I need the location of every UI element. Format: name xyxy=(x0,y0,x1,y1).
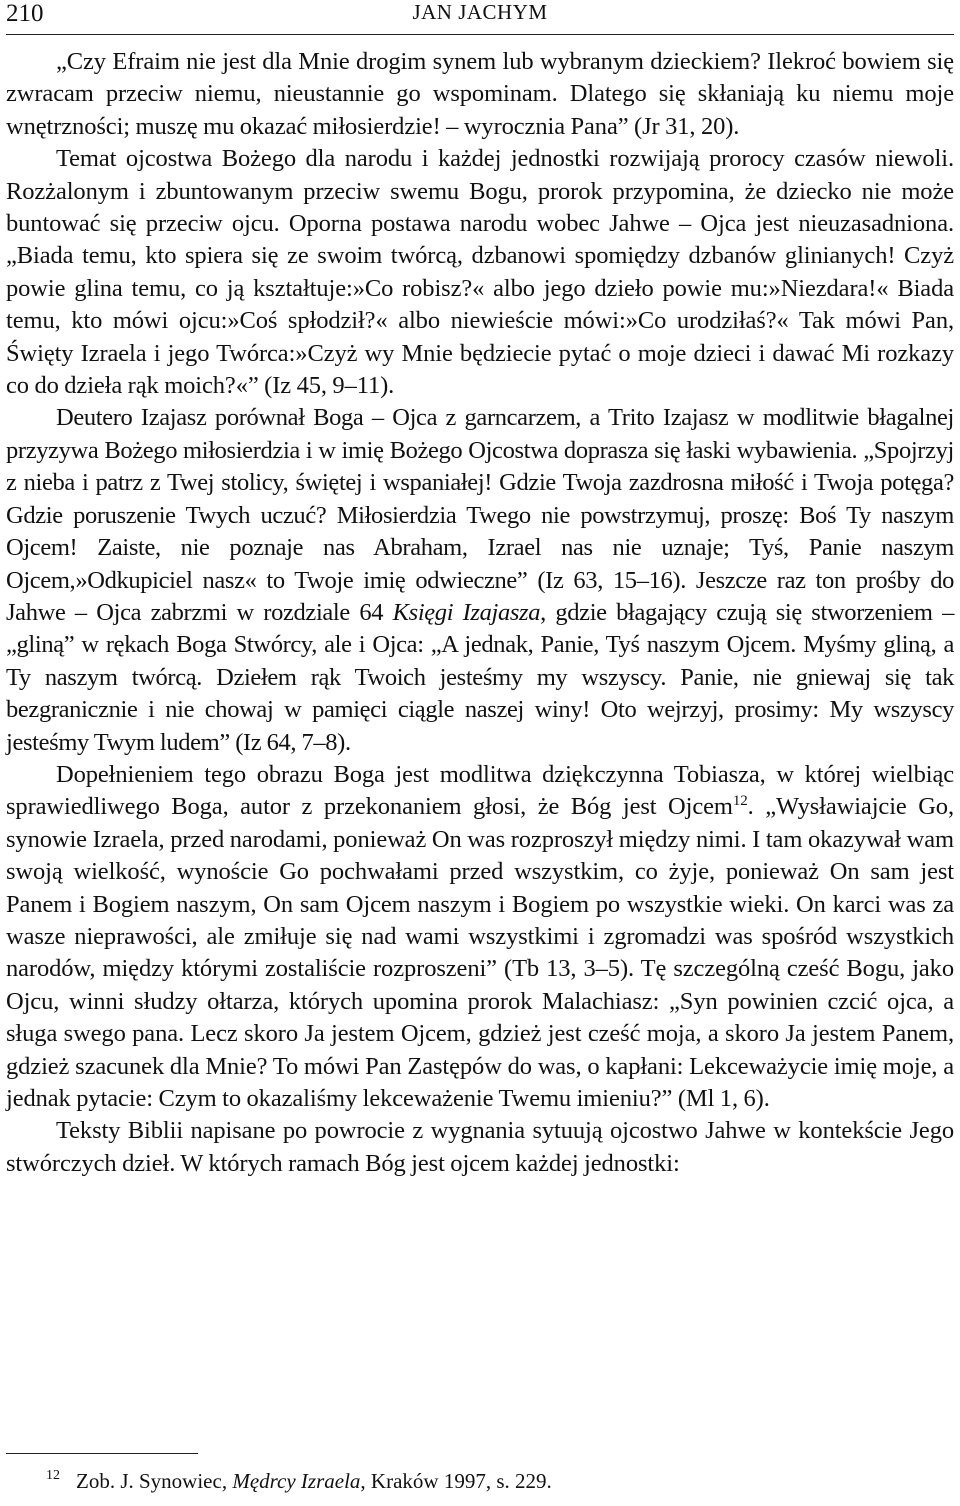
page-header xyxy=(6,0,954,35)
paragraph-prophets-exile: Temat ojcostwa Bożego dla narodu i każdej jednostki rozwijają prorocy czasów niewoli. Rozżalonym i zbuntowanym przeciw swemu Bogu, prorok przypomina, że dziecko nie może buntować się przeciw ojcu. Oporna postawa narodu wobec Jahwe – Ojca jest nieuzasadniona. „Biada temu, kto spiera się ze swoim twórcą, dzbanowi spomiędzy dzbanów glinianych! Czyż powie glina temu, co ją kształtuje:»Co robisz?« albo jego dzieło powie mu:»Niezdara!« Biada temu, kto mówi ojcu:»Coś spłodził?« albo niewieście mówi:»Co urodziłaś?« Tak mówi Pan, Święty Izraela i jego Twórca:»Czyż wy Mnie będziecie pytać o moje dzieci i dawać Mi rozkazy co do dzieła rąk moich?«” (Iz 45, 9–11). xyxy=(6,145,954,400)
paragraph-tobit xyxy=(6,759,954,1115)
paragraph-bible-texts: Teksty Biblii napisane po powrocie z wygnania sytuują ojcostwo Jahwe w kontekście Jego stwórczych dzieł. W których ramach Bóg jest ojcem każdej jednostki: xyxy=(6,1117,954,1177)
footnote-book-title: Mędrcy Izraela xyxy=(232,1469,361,1493)
footnote-reference[interactable]: 12 xyxy=(732,793,748,810)
footnote-text: Zob. J. Synowiec, xyxy=(76,1469,233,1493)
footnote-number: 12 xyxy=(46,1468,60,1483)
paragraph-tobit-continuation: . „Wysławiajcie Go, synowie Izraela, przed narodami, ponieważ On was rozproszył między nimi. I tam okazywał wam swoją wielkość, wynoście Go pochwałami przed wszystkim, co żyje, ponieważ On sam jest Panem i Bogiem naszym, On sam Ojcem naszym i Bogiem po wszystkie wieki. On karci was za wasze nieprawości, ale zmiłuje się nad wami wszystkimi i zgromadzi was spośród wszystkich narodów, między którymi zostaliście rozproszeni” (Tb 13, 3–5). Tę szczególną cześć Bogu, jako Ojcu, winni słudzy ołtarza, których upomina prorok Malachiasz: „Syn powinien czcić ojca, a sługa swego pana. Lecz skoro Ja jestem Ojcem, gdzież jest cześć moja, a skoro Ja jestem Panem, gdzież szacunek dla Mnie? To mówi Pan Zastępów do was, o kapłani: Lekceważycie imię moje, a jednak pytacie: Czym to okazaliśmy lekceważenie Twemu imieniu?” (Ml 1, 6). xyxy=(6,793,954,1112)
book-title-italic: Księgi Izajasza xyxy=(392,598,541,626)
body-text xyxy=(6,46,954,1180)
footnote xyxy=(46,1466,552,1496)
footnote-divider xyxy=(6,1453,198,1454)
paragraph-tobit-text: Dopełnieniem tego obrazu Boga jest modlitwa dziękczynna Tobiasza, w której wielbiąc sprawiedliwego Boga, autor z przekonaniem głosi, że Bóg jest Ojcem xyxy=(6,760,954,821)
page-number: 210 xyxy=(6,0,44,27)
paragraph-deutero-isaiah-continuation: , gdzie błagający czują się stworzeniem – „gliną” w rękach Boga Stwórcy, ale i Ojca: „A jednak, Panie, Tyś naszym Ojcem. Myśmy gliną, a Ty naszym twórcą. Dziełem rąk Twoich jesteśmy my wszyscy. Panie, nie gniewaj się tak bezgranicznie i nie chowaj w pamięci ciągle naszej winy! Oto wejrzyj, prosimy: My wszyscy jesteśmy Twym ludem” (Iz 64, 7–8). xyxy=(6,598,954,756)
running-head: JAN JACHYM xyxy=(412,0,548,24)
paragraph-deutero-isaiah xyxy=(6,402,954,758)
paragraph-quote-jeremiah: „Czy Efraim nie jest dla Mnie drogim synem lub wybranym dzieckiem? Ilekroć bowiem się zwracam przeciw niemu, nieustannie go wspominam. Dlatego się skłaniają ku niemu moje wnętrzności; muszę mu okazać miłosierdzie! – wyrocznia Pana” (Jr 31, 20). xyxy=(6,48,954,140)
footnote-citation: , Kraków 1997, s. 229. xyxy=(360,1469,552,1493)
paragraph-deutero-isaiah-text: Deutero Izajasz porównał Boga – Ojca z garncarzem, a Trito Izajasz w modlitwie błagalnej przyzywa Bożego miłosierdzia i w imię Bożego Ojcostwa doprasza się łaski wybawienia. „Spojrzyj z nieba i patrz z Twej stolicy, świętej i wspaniałej! Gdzie Twoja zazdrosna miłość i Twoja potęga? Gdzie poruszenie Twych uczuć? Miłosierdzia Twego nie powstrzymuj, proszę: Boś Ty naszym Ojcem! Zaiste, nie poznaje nas Abraham, Izrael nas nie uznaje; Tyś, Panie naszym Ojcem,»Odkupiciel nasz« to Twoje imię odwieczne” (Iz 63, 15–16). Jeszcze raz ton prośby do Jahwe – Ojca zabrzmi w rozdziale 64 xyxy=(6,404,954,626)
